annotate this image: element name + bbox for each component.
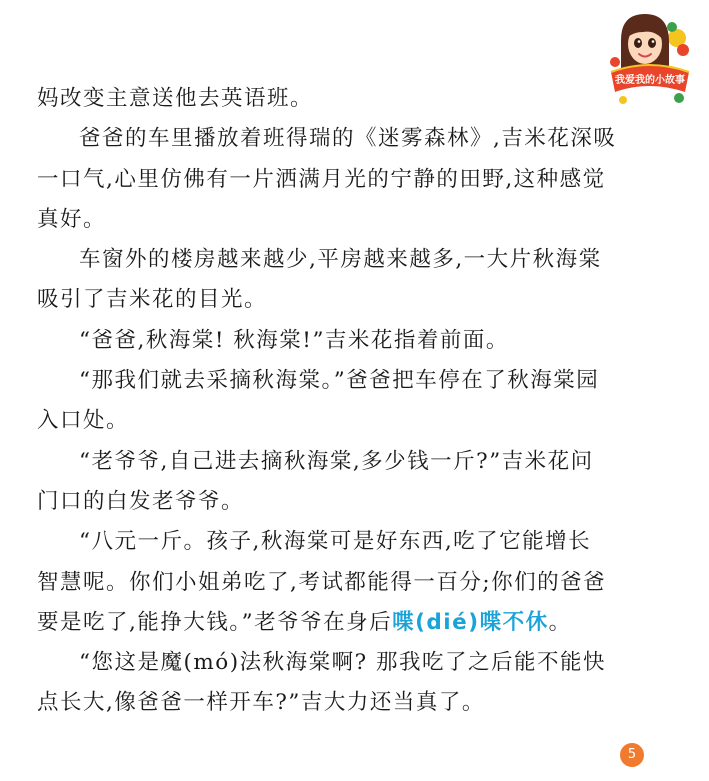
paragraph <box>37 321 637 361</box>
text-line: 车窗外的楼房越来越少,平房越来越多,一大片秋海棠 <box>79 247 602 273</box>
line-suffix: 。 <box>548 609 572 635</box>
text-line: “老爷爷,自己进去摘秋海棠,多少钱一斤?”吉米花问 <box>79 448 594 474</box>
text-line: 吸引了吉米花的目光。 <box>37 287 268 313</box>
text-line: “您这是魔(mó)法秋海棠啊? 那我吃了之后能不能快 <box>79 650 606 676</box>
text-line: “八元一斤。孩子,秋海棠可是好东西,吃了它能增长 <box>79 529 592 555</box>
text-line: “那我们就去采摘秋海棠。”爸爸把车停在了秋海棠园 <box>79 368 600 394</box>
text-line: 点长大,像爸爸一样开车?”吉大力还当真了。 <box>37 690 485 716</box>
paragraph <box>37 119 637 240</box>
text-line: 智慧呢。你们小姐弟吃了,考试都能得一百分;你们的爸爸 <box>37 569 607 595</box>
text-line: 入口处。 <box>37 408 130 434</box>
paragraph <box>37 643 637 724</box>
paragraph <box>37 79 637 119</box>
text-line-with-highlight <box>37 603 637 643</box>
line-prefix: 要是吃了,能挣大钱。”老爷爷在身后 <box>37 609 393 635</box>
text-line: 爸爸的车里播放着班得瑞的《迷雾森林》,吉米花深吸 <box>79 126 617 152</box>
paragraph <box>37 522 637 643</box>
text-line: 真好。 <box>37 206 107 232</box>
paragraph <box>37 240 637 321</box>
text-line: 一口气,心里仿佛有一片洒满月光的宁静的田野,这种感觉 <box>37 166 606 192</box>
page-number: 5 <box>620 743 644 767</box>
badge-text: 我爱我的小故事 <box>615 75 685 86</box>
text-line: 门口的白发老爷爷。 <box>37 488 245 514</box>
paragraph <box>37 361 637 442</box>
paragraph <box>37 442 637 523</box>
text-line: “爸爸,秋海棠! 秋海棠!”吉米花指着前面。 <box>79 327 509 353</box>
story-text <box>37 79 637 724</box>
highlighted-vocabulary: 喋(dié)喋不休 <box>392 609 549 635</box>
text-line: 妈改变主意送他去英语班。 <box>37 86 314 111</box>
